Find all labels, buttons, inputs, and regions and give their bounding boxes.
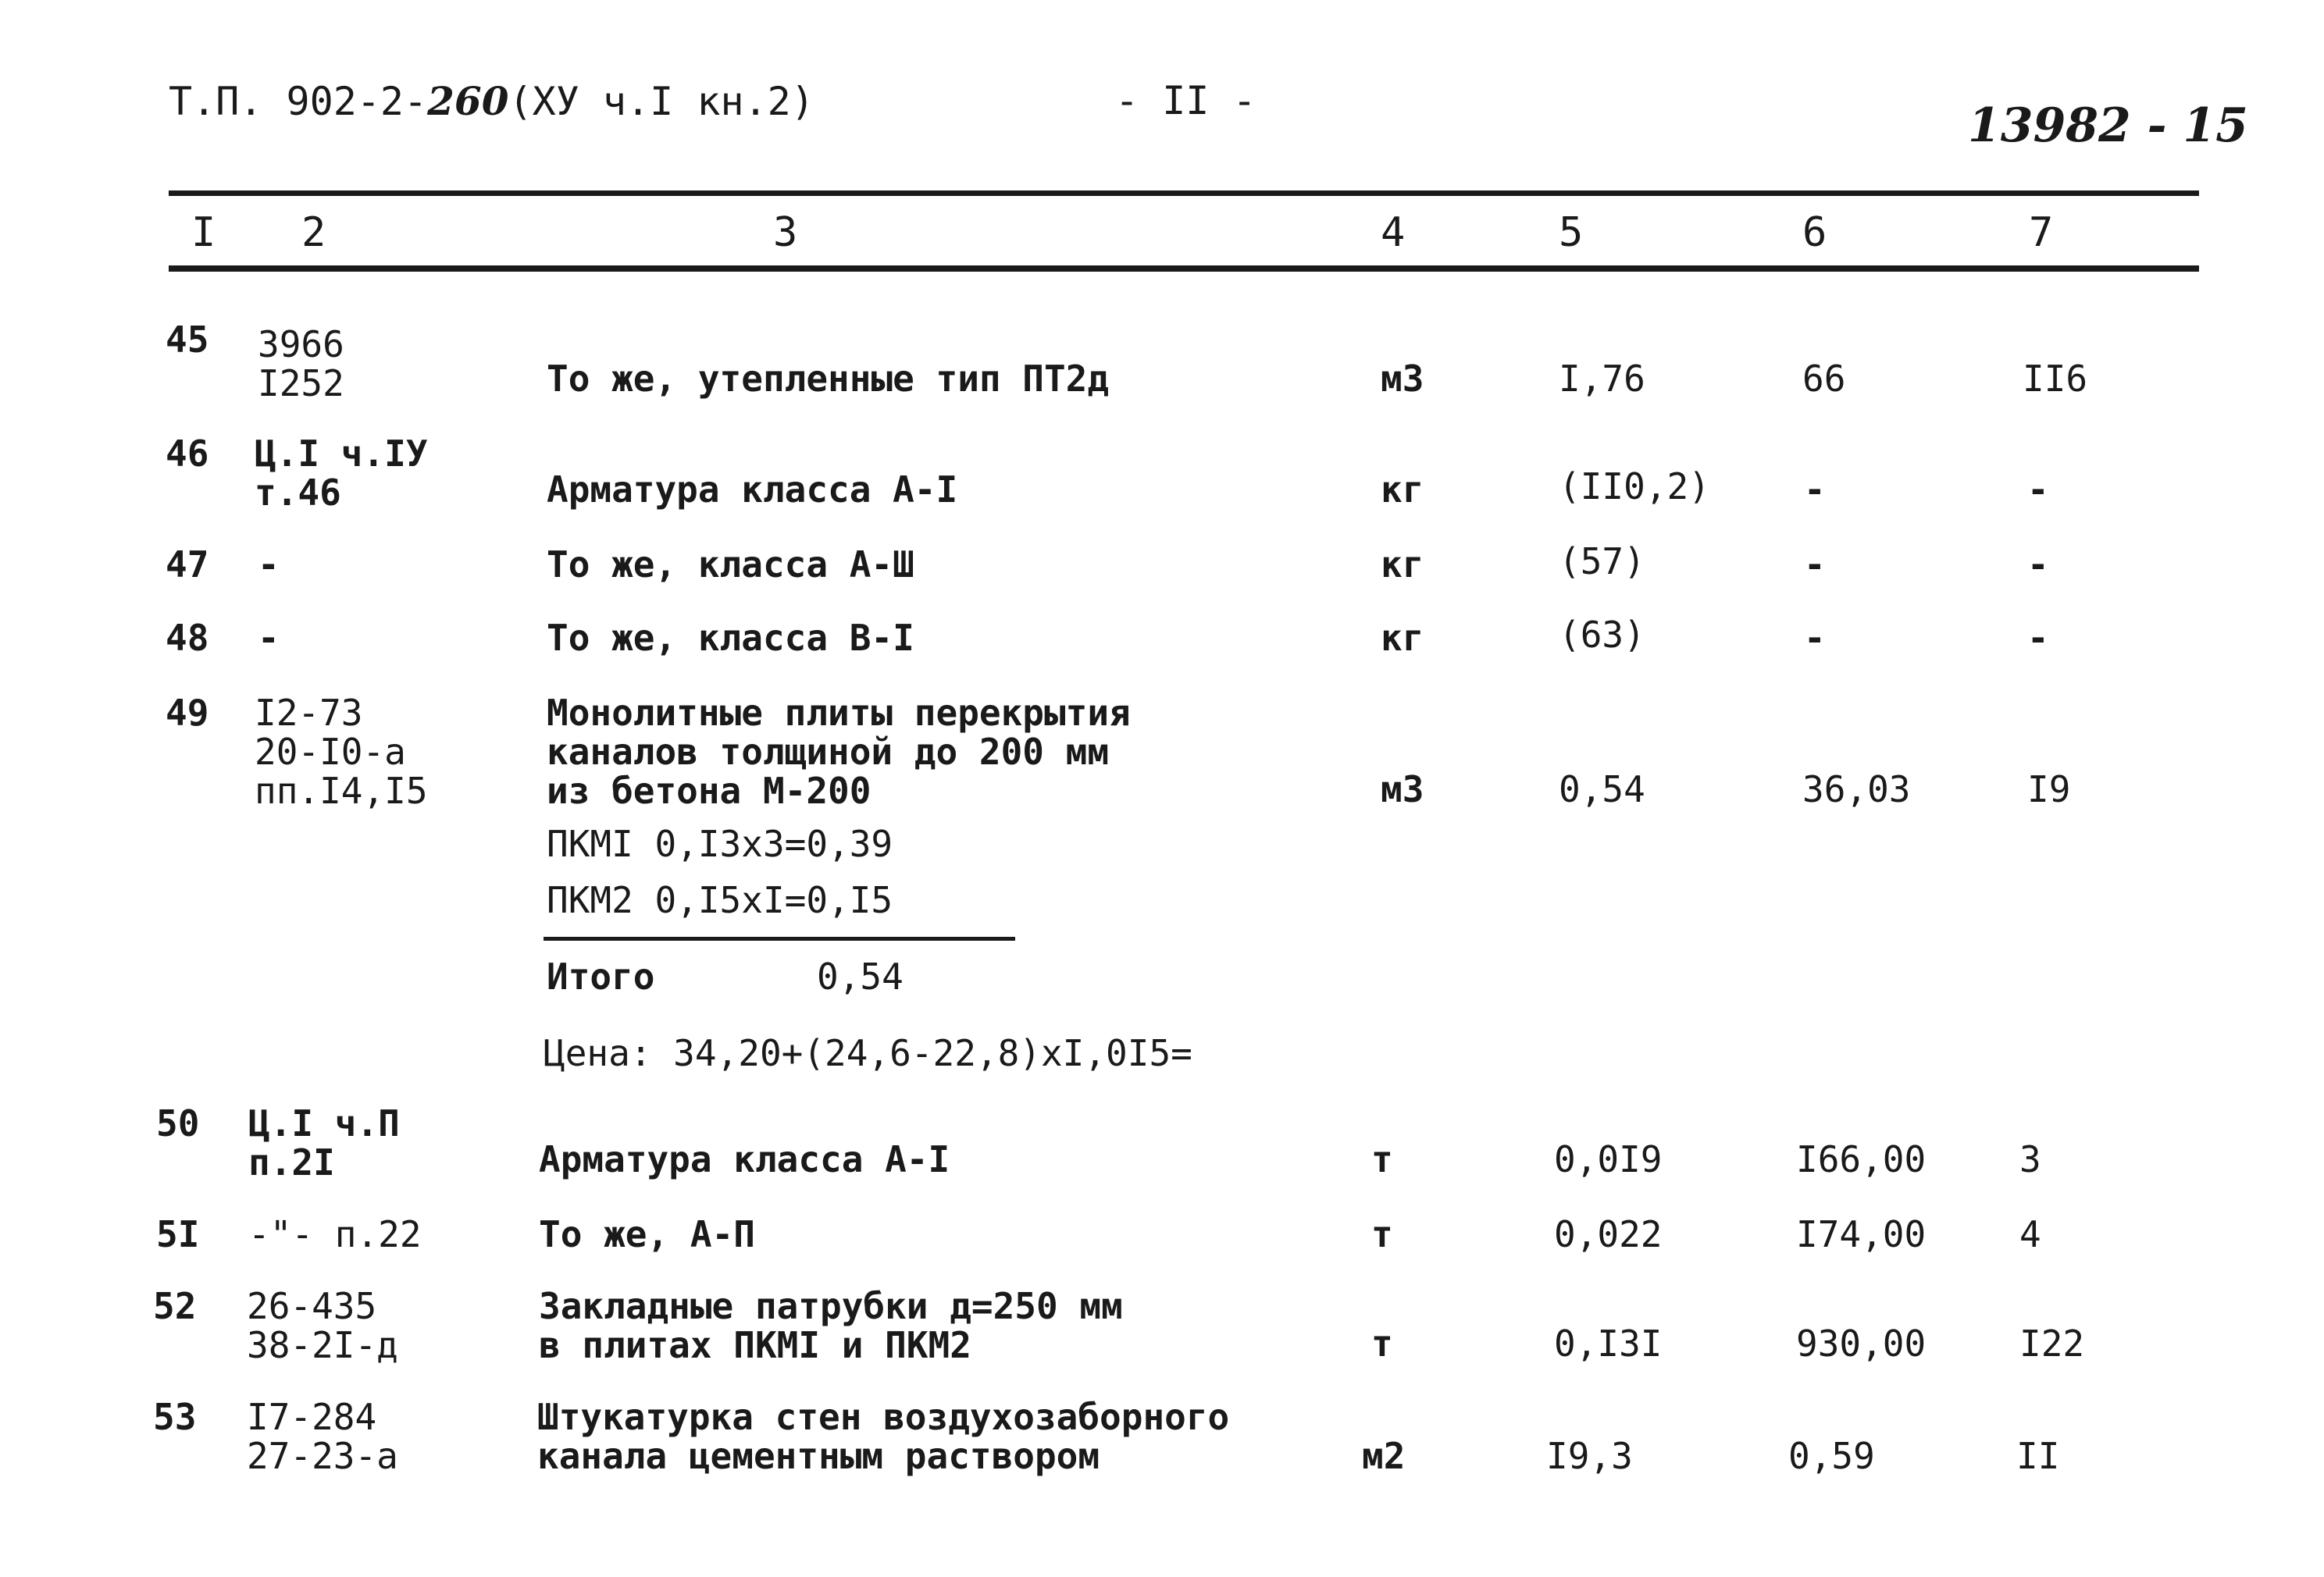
col-header-1: I xyxy=(191,209,216,256)
row-total: II xyxy=(2016,1435,2060,1477)
row-total: - xyxy=(2027,617,2049,659)
page-number: - II - xyxy=(1115,78,1256,123)
reference-line: 26-435 xyxy=(247,1285,377,1327)
description-line: Монолитные плиты перекрытия xyxy=(547,692,1131,734)
row-total: I22 xyxy=(2019,1322,2085,1365)
row-unit: т xyxy=(1371,1213,1393,1255)
reference-line: 20-I0-а xyxy=(255,731,406,773)
row-quantity: 0,0I9 xyxy=(1554,1138,1663,1180)
row-reference: - xyxy=(258,543,280,586)
row-quantity: I9,3 xyxy=(1546,1435,1633,1477)
row-description: То же, утепленные тип ПТ2д xyxy=(547,358,1110,400)
row-price: - xyxy=(1804,543,1826,586)
row-number: 46 xyxy=(166,433,209,475)
row-unit: м3 xyxy=(1381,358,1424,400)
row-quantity: 0,I3I xyxy=(1554,1322,1663,1365)
row-reference xyxy=(247,1287,398,1365)
description-line: в плитах ПКМI и ПКМ2 xyxy=(539,1324,971,1366)
row-number: 53 xyxy=(153,1396,197,1438)
row-reference xyxy=(258,325,344,403)
row-quantity: 0,54 xyxy=(1559,768,1645,810)
row-reference: - xyxy=(258,617,280,659)
row-quantity: (63) xyxy=(1559,614,1645,656)
row-unit: м2 xyxy=(1362,1435,1406,1477)
row-price: 0,59 xyxy=(1788,1435,1875,1477)
row-number: 52 xyxy=(153,1285,197,1327)
row-reference xyxy=(247,1397,398,1476)
calc-line-pkm2: ПКМ2 0,I5xI=0,I5 xyxy=(547,879,893,921)
description-line: канала цементным раствором xyxy=(537,1435,1100,1477)
reference-line: Ц.I ч.IУ xyxy=(255,433,428,475)
col-header-3: 3 xyxy=(773,209,798,256)
row-reference xyxy=(248,1104,400,1182)
description-line: Закладные патрубки д=250 мм xyxy=(539,1285,1123,1327)
row-number: 45 xyxy=(166,319,209,361)
row-number: 5I xyxy=(156,1213,200,1255)
row-price: 930,00 xyxy=(1796,1322,1927,1365)
header-rule xyxy=(169,265,2199,272)
col-header-7: 7 xyxy=(2029,209,2054,256)
reference-line: I252 xyxy=(258,362,344,404)
row-reference: -"- п.22 xyxy=(248,1213,422,1255)
row-quantity: (II0,2) xyxy=(1559,465,1710,507)
row-total: - xyxy=(2027,543,2049,586)
row-unit: кг xyxy=(1381,543,1424,586)
row-total: II6 xyxy=(2023,358,2088,400)
row-quantity: I,76 xyxy=(1559,358,1645,400)
reference-line: т.46 xyxy=(255,472,341,514)
row-unit: т xyxy=(1371,1138,1393,1180)
row-description: То же, А-П xyxy=(539,1213,755,1255)
calc-line-pkm1: ПКМI 0,I3x3=0,39 xyxy=(547,823,893,865)
top-rule xyxy=(169,190,2199,196)
row-total: I9 xyxy=(2027,768,2071,810)
row-price: 66 xyxy=(1802,358,1846,400)
row-quantity: 0,022 xyxy=(1554,1213,1663,1255)
price-formula: Цена: 34,20+(24,6-22,8)xI,0I5= xyxy=(544,1032,1192,1074)
row-total: - xyxy=(2027,468,2049,511)
row-number: 47 xyxy=(166,543,209,586)
row-total: 3 xyxy=(2019,1138,2041,1180)
row-description: Арматура класса А-I xyxy=(539,1138,950,1180)
row-reference xyxy=(255,693,428,810)
reference-line: I2-73 xyxy=(255,692,363,734)
col-header-6: 6 xyxy=(1802,209,1827,256)
doc-code-suffix: (ХУ ч.I кн.2) xyxy=(508,79,814,124)
row-number: 48 xyxy=(166,617,209,659)
col-header-2: 2 xyxy=(301,209,326,256)
row-reference xyxy=(255,434,428,512)
reference-line: 3966 xyxy=(258,323,344,365)
row-number: 49 xyxy=(166,692,209,734)
row-description xyxy=(547,693,1131,810)
itogo-label: Итого xyxy=(547,956,655,998)
reference-line: Ц.I ч.П xyxy=(248,1102,400,1144)
col-header-4: 4 xyxy=(1381,209,1406,256)
reference-line: I7-284 xyxy=(247,1396,377,1438)
row-quantity: (57) xyxy=(1559,540,1645,582)
row-price: I66,00 xyxy=(1796,1138,1927,1180)
row-number: 50 xyxy=(156,1102,200,1144)
row-price: I74,00 xyxy=(1796,1213,1927,1255)
row-description: То же, класса В-I xyxy=(547,617,914,659)
sheet-code: 13982 - 15 xyxy=(1968,98,2248,153)
row-price: 36,03 xyxy=(1802,768,1911,810)
row-description: То же, класса А-Ш xyxy=(547,543,914,586)
reference-line: 38-2I-д xyxy=(247,1324,398,1366)
row-description xyxy=(539,1287,1123,1365)
row-unit: м3 xyxy=(1381,768,1424,810)
description-line: из бетона М-200 xyxy=(547,770,872,812)
reference-line: п.2I xyxy=(248,1141,335,1184)
row-description xyxy=(537,1397,1229,1476)
row-price: - xyxy=(1804,617,1826,659)
doc-code-handwritten: 260 xyxy=(427,78,509,124)
description-line: Штукатурка стен воздухозаборного xyxy=(537,1396,1230,1438)
row-unit: кг xyxy=(1381,617,1424,659)
row-total: 4 xyxy=(2019,1213,2041,1255)
row-unit: кг xyxy=(1381,468,1424,511)
row-unit: т xyxy=(1371,1322,1393,1365)
col-header-5: 5 xyxy=(1559,209,1584,256)
row-price: - xyxy=(1804,468,1826,511)
doc-code xyxy=(169,78,814,124)
description-line: каналов толщиной до 200 мм xyxy=(547,731,1110,773)
reference-line: 27-23-а xyxy=(247,1435,398,1477)
itogo-value: 0,54 xyxy=(817,956,904,998)
row-description: Арматура класса А-I xyxy=(547,468,958,511)
reference-line: пп.I4,I5 xyxy=(255,770,428,812)
subtotal-rule xyxy=(544,937,1015,941)
doc-code-prefix: Т.П. 902-2- xyxy=(169,79,428,124)
